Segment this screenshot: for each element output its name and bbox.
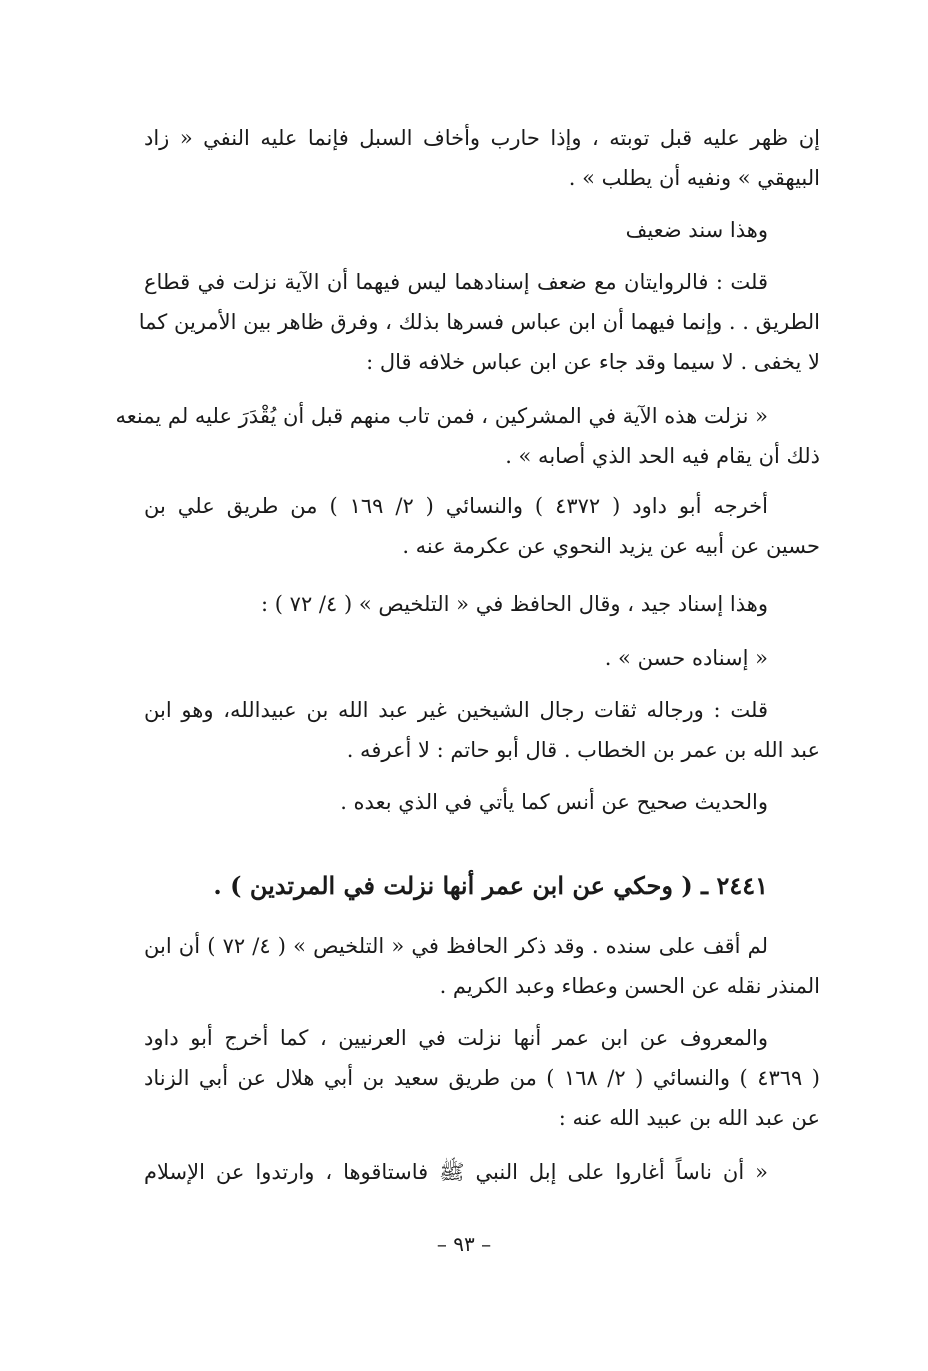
paragraph-9: [340, 782, 768, 822]
paragraph-10: [144, 926, 820, 1006]
text-line: لا يخفى . لا سيما وقد جاء عن ابن عباس خلافه قال :: [366, 350, 820, 374]
text-line: « نزلت هذه الآية في المشركين ، فمن تاب منهم قبل أن يُقْدَرَ عليه لم يمنعه: [115, 404, 768, 428]
paragraph-8: [144, 690, 820, 770]
text-line: البيهقي » ونفيه أن يطلب » .: [568, 166, 820, 190]
text-line: « أن ناساً أغاروا على إبل النبي ﷺ فاستاقوها ، وارتدوا عن الإسلام: [144, 1160, 768, 1184]
heading-text: ٢٤٤١ ـ ( وحكي عن ابن عمر أنها نزلت في المرتدين ) .: [213, 871, 768, 900]
text-line: والمعروف عن ابن عمر أنها نزلت في العرنيين ، كما أخرج أبو داود: [144, 1026, 768, 1050]
text-line: وهذا إسناد جيد ، وقال الحافظ في « التلخيص » ( ٤/ ٧٢ ) :: [261, 592, 768, 616]
paragraph-4: [115, 396, 820, 476]
text-line: قلت : فالروايتان مع ضعف إسنادهما ليس فيهما أن الآية نزلت في قطاع: [144, 270, 768, 294]
text-line: الطريق . . وإنما فيهما أن ابن عباس فسرها بذلك ، وفرق ظاهر بين الأمرين كما: [138, 310, 820, 334]
text-line: « إسناده حسن » .: [604, 646, 768, 670]
text-line: ذلك أن يقام فيه الحد الذي أصابه » .: [505, 444, 820, 468]
paragraph-11: [144, 1018, 820, 1138]
page-number: – ٩٣ –: [436, 1232, 492, 1256]
text-line: حسين عن أبيه عن يزيد النحوي عن عكرمة عنه .: [402, 534, 820, 558]
text-line: عبد الله بن عمر بن الخطاب . قال أبو حاتم : لا أعرفه .: [346, 738, 820, 762]
text-line: والحديث صحيح عن أنس كما يأتي في الذي بعده .: [340, 790, 768, 814]
paragraph-5: [144, 486, 820, 566]
text-line: وهذا سند ضعيف: [625, 218, 768, 242]
hadith-heading: [213, 866, 768, 906]
paragraph-12: [144, 1152, 820, 1192]
paragraph-2: [626, 210, 768, 250]
text-line: قلت : ورجاله ثقات رجال الشيخين غير عبد الله بن عبيدالله، وهو ابن: [144, 698, 768, 722]
text-line: عن عبد الله بن عبيد الله عنه :: [558, 1106, 820, 1130]
paragraph-1: [144, 118, 820, 198]
text-line: إن ظهر عليه قبل توبته ، وإذا حارب وأخاف السبل فإنما عليه النفي « زاد: [144, 126, 820, 150]
paragraph-6: [261, 584, 768, 624]
text-line: ( ٤٣٦٩ ) والنسائي ( ٢/ ١٦٨ ) من طريق سعيد بن أبي هلال عن أبي الزناد: [144, 1066, 820, 1090]
text-line: أخرجه أبو داود ( ٤٣٧٢ ) والنسائي ( ٢/ ١٦٩ ) من طريق علي بن: [144, 494, 768, 518]
text-line: لم أقف على سنده . وقد ذكر الحافظ في « التلخيص » ( ٤/ ٧٢ ) أن ابن: [144, 934, 769, 958]
paragraph-3: [138, 262, 820, 382]
paragraph-7: [605, 638, 768, 678]
text-line: المنذر نقله عن الحسن وعطاء وعبد الكريم .: [439, 974, 820, 998]
